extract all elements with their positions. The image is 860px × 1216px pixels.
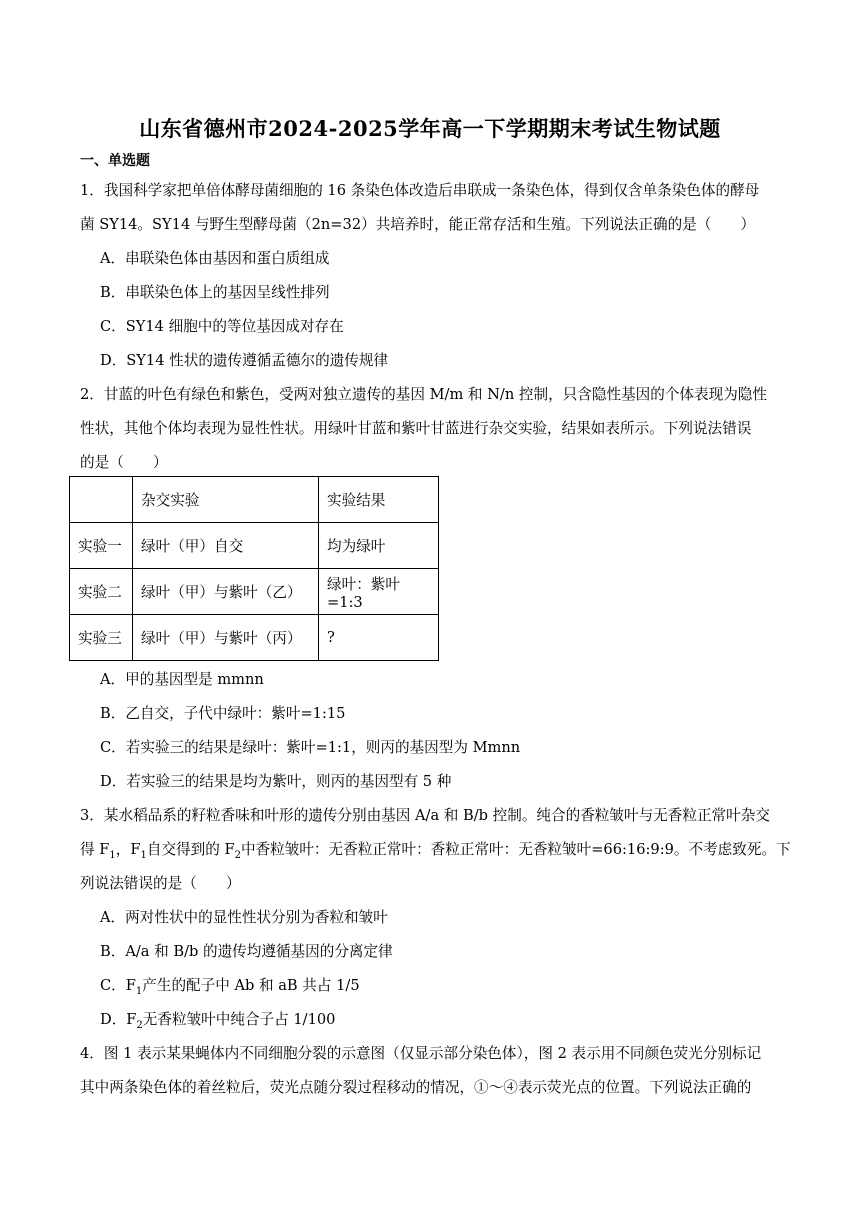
table-cell: [70, 477, 133, 523]
table-cell: 实验一: [70, 523, 133, 569]
q3-option-c: C．$F_1$产生的配子中 Ab 和 aB 共占 1/5: [100, 977, 360, 997]
section-heading: 一、单选题: [80, 153, 150, 169]
q2-stem-line: 性状，其他个体均表现为显性性状。用绿叶甘蓝和紫叶甘蓝进行杂交实验，结果如表所示。下列说法错误: [80, 420, 752, 437]
table-cell: 实验结果: [319, 477, 439, 523]
q3-option-d: D．$F_2$无香粒皱叶中纯合子占 1/100: [100, 1011, 336, 1031]
page-title: 山东省德州市2024-2025学年高一下学期期末考试生物试题: [139, 116, 721, 141]
q1-stem-line: 菌 SY14。SY14 与野生型酵母菌（2n=32）共培养时，能正常存活和生殖。下列说法正确的是（ ）: [80, 216, 756, 233]
q4-stem-line: 其中两条染色体的着丝粒后，荧光点随分裂过程移动的情况，①～④表示荧光点的位置。下列说法正确的: [80, 1079, 752, 1096]
table-cell: 绿叶（甲）自交: [133, 523, 319, 569]
q2-option-a: A．甲的基因型是 mmnn: [100, 671, 264, 688]
table-cell: 杂交实验: [133, 477, 319, 523]
q3-option-b: B．A/a 和 B/b 的遗传均遵循基因的分离定律: [100, 943, 393, 960]
q4-stem-line: 4．图 1 表示某果蝇体内不同细胞分裂的示意图（仅显示部分染色体），图 2 表示用不同颜色荧光分别标记: [80, 1045, 762, 1062]
table-cell: ?: [319, 615, 439, 661]
q2-stem-line: 的是（ ）: [80, 454, 168, 471]
table-header-row: [70, 477, 439, 523]
table-cell: 绿叶：紫叶=1:3: [319, 569, 439, 615]
table-cell: 均为绿叶: [319, 523, 439, 569]
table-cell: 绿叶（甲）与紫叶（丙）: [133, 615, 319, 661]
table-cell: 绿叶（甲）与紫叶（乙）: [133, 569, 319, 615]
table-row: [70, 523, 439, 569]
q2-option-d: D．若实验三的结果是均为紫叶，则丙的基因型有 5 种: [100, 773, 452, 790]
q1-option-c: C．SY14 细胞中的等位基因成对存在: [100, 318, 344, 335]
table-cell: 实验二: [70, 569, 133, 615]
q1-option-d: D．SY14 性状的遗传遵循孟德尔的遗传规律: [100, 352, 389, 369]
q3-stem-line: 3．某水稻品系的籽粒香味和叶形的遗传分别由基因 A/a 和 B/b 控制。纯合的香粒皱叶与无香粒正常叶杂交: [80, 807, 770, 824]
q3-stem-line: 得 $F_1$，$F_1$自交得到的 $F_2$中香粒皱叶：无香粒正常叶：香粒正常叶：无香粒皱叶=66:16:9:9。不考虑致死。下: [80, 841, 791, 861]
table-cell: 实验三: [70, 615, 133, 661]
q3-option-a: A．两对性状中的显性性状分别为香粒和皱叶: [100, 909, 388, 926]
cross-experiment-table: [69, 476, 439, 661]
q3-stem-line: 列说法错误的是（ ）: [80, 875, 241, 892]
q2-option-c: C．若实验三的结果是绿叶：紫叶=1:1，则丙的基因型为 Mmnn: [100, 739, 521, 756]
q1-stem-line: 1．我国科学家把单倍体酵母菌细胞的 16 条染色体改造后串联成一条染色体，得到仅含单条染色体的酵母: [80, 182, 760, 199]
q2-option-b: B．乙自交，子代中绿叶：紫叶=1:15: [100, 705, 346, 722]
q1-option-b: B．串联染色体上的基因呈线性排列: [100, 284, 330, 301]
table-row: [70, 615, 439, 661]
table-row: [70, 569, 439, 615]
q1-option-a: A．串联染色体由基因和蛋白质组成: [100, 250, 330, 267]
q2-stem-line: 2．甘蓝的叶色有绿色和紫色，受两对独立遗传的基因 M/m 和 N/n 控制，只含隐性基因的个体表现为隐性: [80, 386, 767, 403]
